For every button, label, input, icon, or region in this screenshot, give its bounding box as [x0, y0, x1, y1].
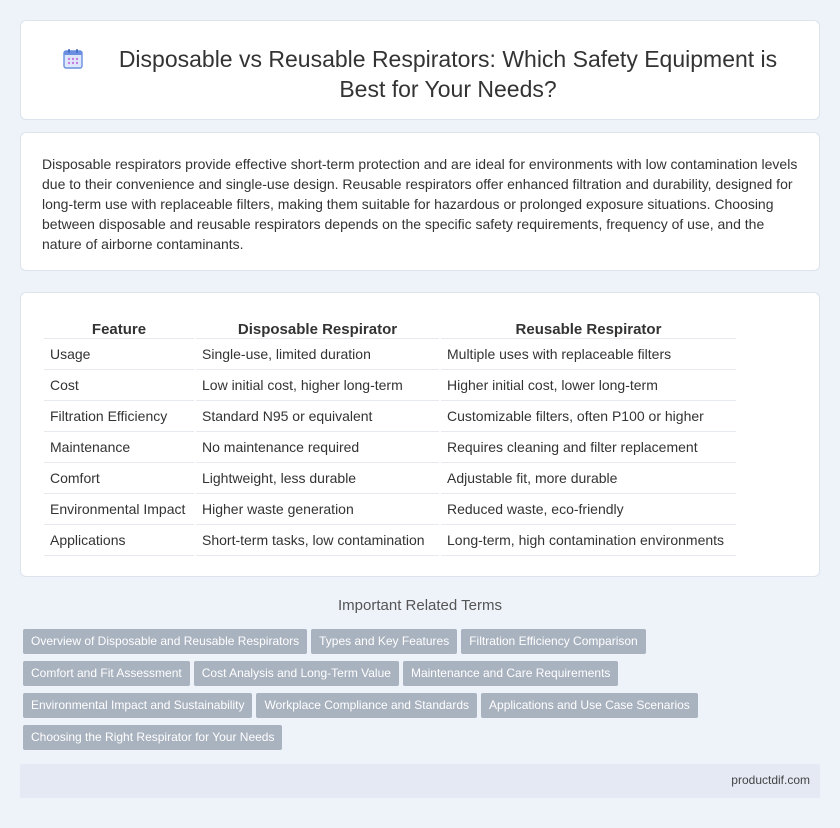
- summary-card: [20, 132, 820, 271]
- related-term-tag[interactable]: Workplace Compliance and Standards: [256, 693, 477, 718]
- table-cell-reusable: Reduced waste, eco-friendly: [441, 494, 736, 525]
- column-header-disposable: Disposable Respirator: [196, 313, 439, 339]
- related-terms-heading: Important Related Terms: [338, 597, 502, 614]
- footer-bar: [20, 764, 820, 798]
- related-term-tag[interactable]: Types and Key Features: [311, 629, 457, 654]
- column-header-reusable: Reusable Respirator: [441, 313, 736, 339]
- related-term-tag[interactable]: Cost Analysis and Long-Term Value: [194, 661, 399, 686]
- table-cell-reusable: Multiple uses with replaceable filters: [441, 339, 736, 370]
- table-row: [44, 494, 736, 525]
- table-cell-disposable: Higher waste generation: [196, 494, 439, 525]
- table-cell-disposable: Lightweight, less durable: [196, 463, 439, 494]
- comparison-table: [42, 313, 738, 556]
- footer-site-link[interactable]: productdif.com: [731, 773, 810, 787]
- table-row: [44, 401, 736, 432]
- table-cell-reusable: Adjustable fit, more durable: [441, 463, 736, 494]
- column-header-feature: Feature: [44, 313, 194, 339]
- table-cell-disposable: No maintenance required: [196, 432, 439, 463]
- related-term-tag[interactable]: Environmental Impact and Sustainability: [23, 693, 252, 718]
- table-cell-feature: Environmental Impact: [44, 494, 194, 525]
- table-row: [44, 432, 736, 463]
- table-cell-feature: Cost: [44, 370, 194, 401]
- table-row: [44, 525, 736, 556]
- title-card: [20, 20, 820, 120]
- related-term-tag[interactable]: Maintenance and Care Requirements: [403, 661, 618, 686]
- related-term-tag[interactable]: Overview of Disposable and Reusable Respirators: [23, 629, 307, 654]
- table-cell-feature: Comfort: [44, 463, 194, 494]
- related-terms-list: [23, 629, 813, 757]
- related-term-tag[interactable]: Comfort and Fit Assessment: [23, 661, 190, 686]
- table-row: [44, 370, 736, 401]
- table-cell-feature: Maintenance: [44, 432, 194, 463]
- table-cell-reusable: Customizable filters, often P100 or higher: [441, 401, 736, 432]
- summary-paragraph: Disposable respirators provide effective short-term protection and are ideal for environments with low contamination levels due to their convenience and single-use design. Reusable respirators offer enhanced filtration and durability, designed for long-term use with replaceable filters, making them suitable for hazardous or prolonged exposure situations. Choosing between disposable and reusable respirators depends on the specific safety requirements, frequency of use, and the nature of airborne contaminants.: [42, 156, 798, 252]
- comparison-table-card: [20, 292, 820, 577]
- table-cell-feature: Filtration Efficiency: [44, 401, 194, 432]
- table-cell-disposable: Low initial cost, higher long-term: [196, 370, 439, 401]
- table-cell-reusable: Requires cleaning and filter replacement: [441, 432, 736, 463]
- related-term-tag[interactable]: Applications and Use Case Scenarios: [481, 693, 698, 718]
- related-term-tag[interactable]: Filtration Efficiency Comparison: [461, 629, 646, 654]
- table-cell-disposable: Standard N95 or equivalent: [196, 401, 439, 432]
- table-cell-feature: Usage: [44, 339, 194, 370]
- table-cell-reusable: Higher initial cost, lower long-term: [441, 370, 736, 401]
- table-cell-disposable: Short-term tasks, low contamination: [196, 525, 439, 556]
- table-cell-reusable: Long-term, high contamination environments: [441, 525, 736, 556]
- table-row: [44, 339, 736, 370]
- table-cell-feature: Applications: [44, 525, 194, 556]
- table-cell-disposable: Single-use, limited duration: [196, 339, 439, 370]
- table-header-row: [44, 313, 736, 339]
- related-term-tag[interactable]: Choosing the Right Respirator for Your Needs: [23, 725, 282, 750]
- page-title: Disposable vs Reusable Respirators: Which Safety Equipment is Best for Your Needs?: [118, 46, 778, 102]
- table-row: [44, 463, 736, 494]
